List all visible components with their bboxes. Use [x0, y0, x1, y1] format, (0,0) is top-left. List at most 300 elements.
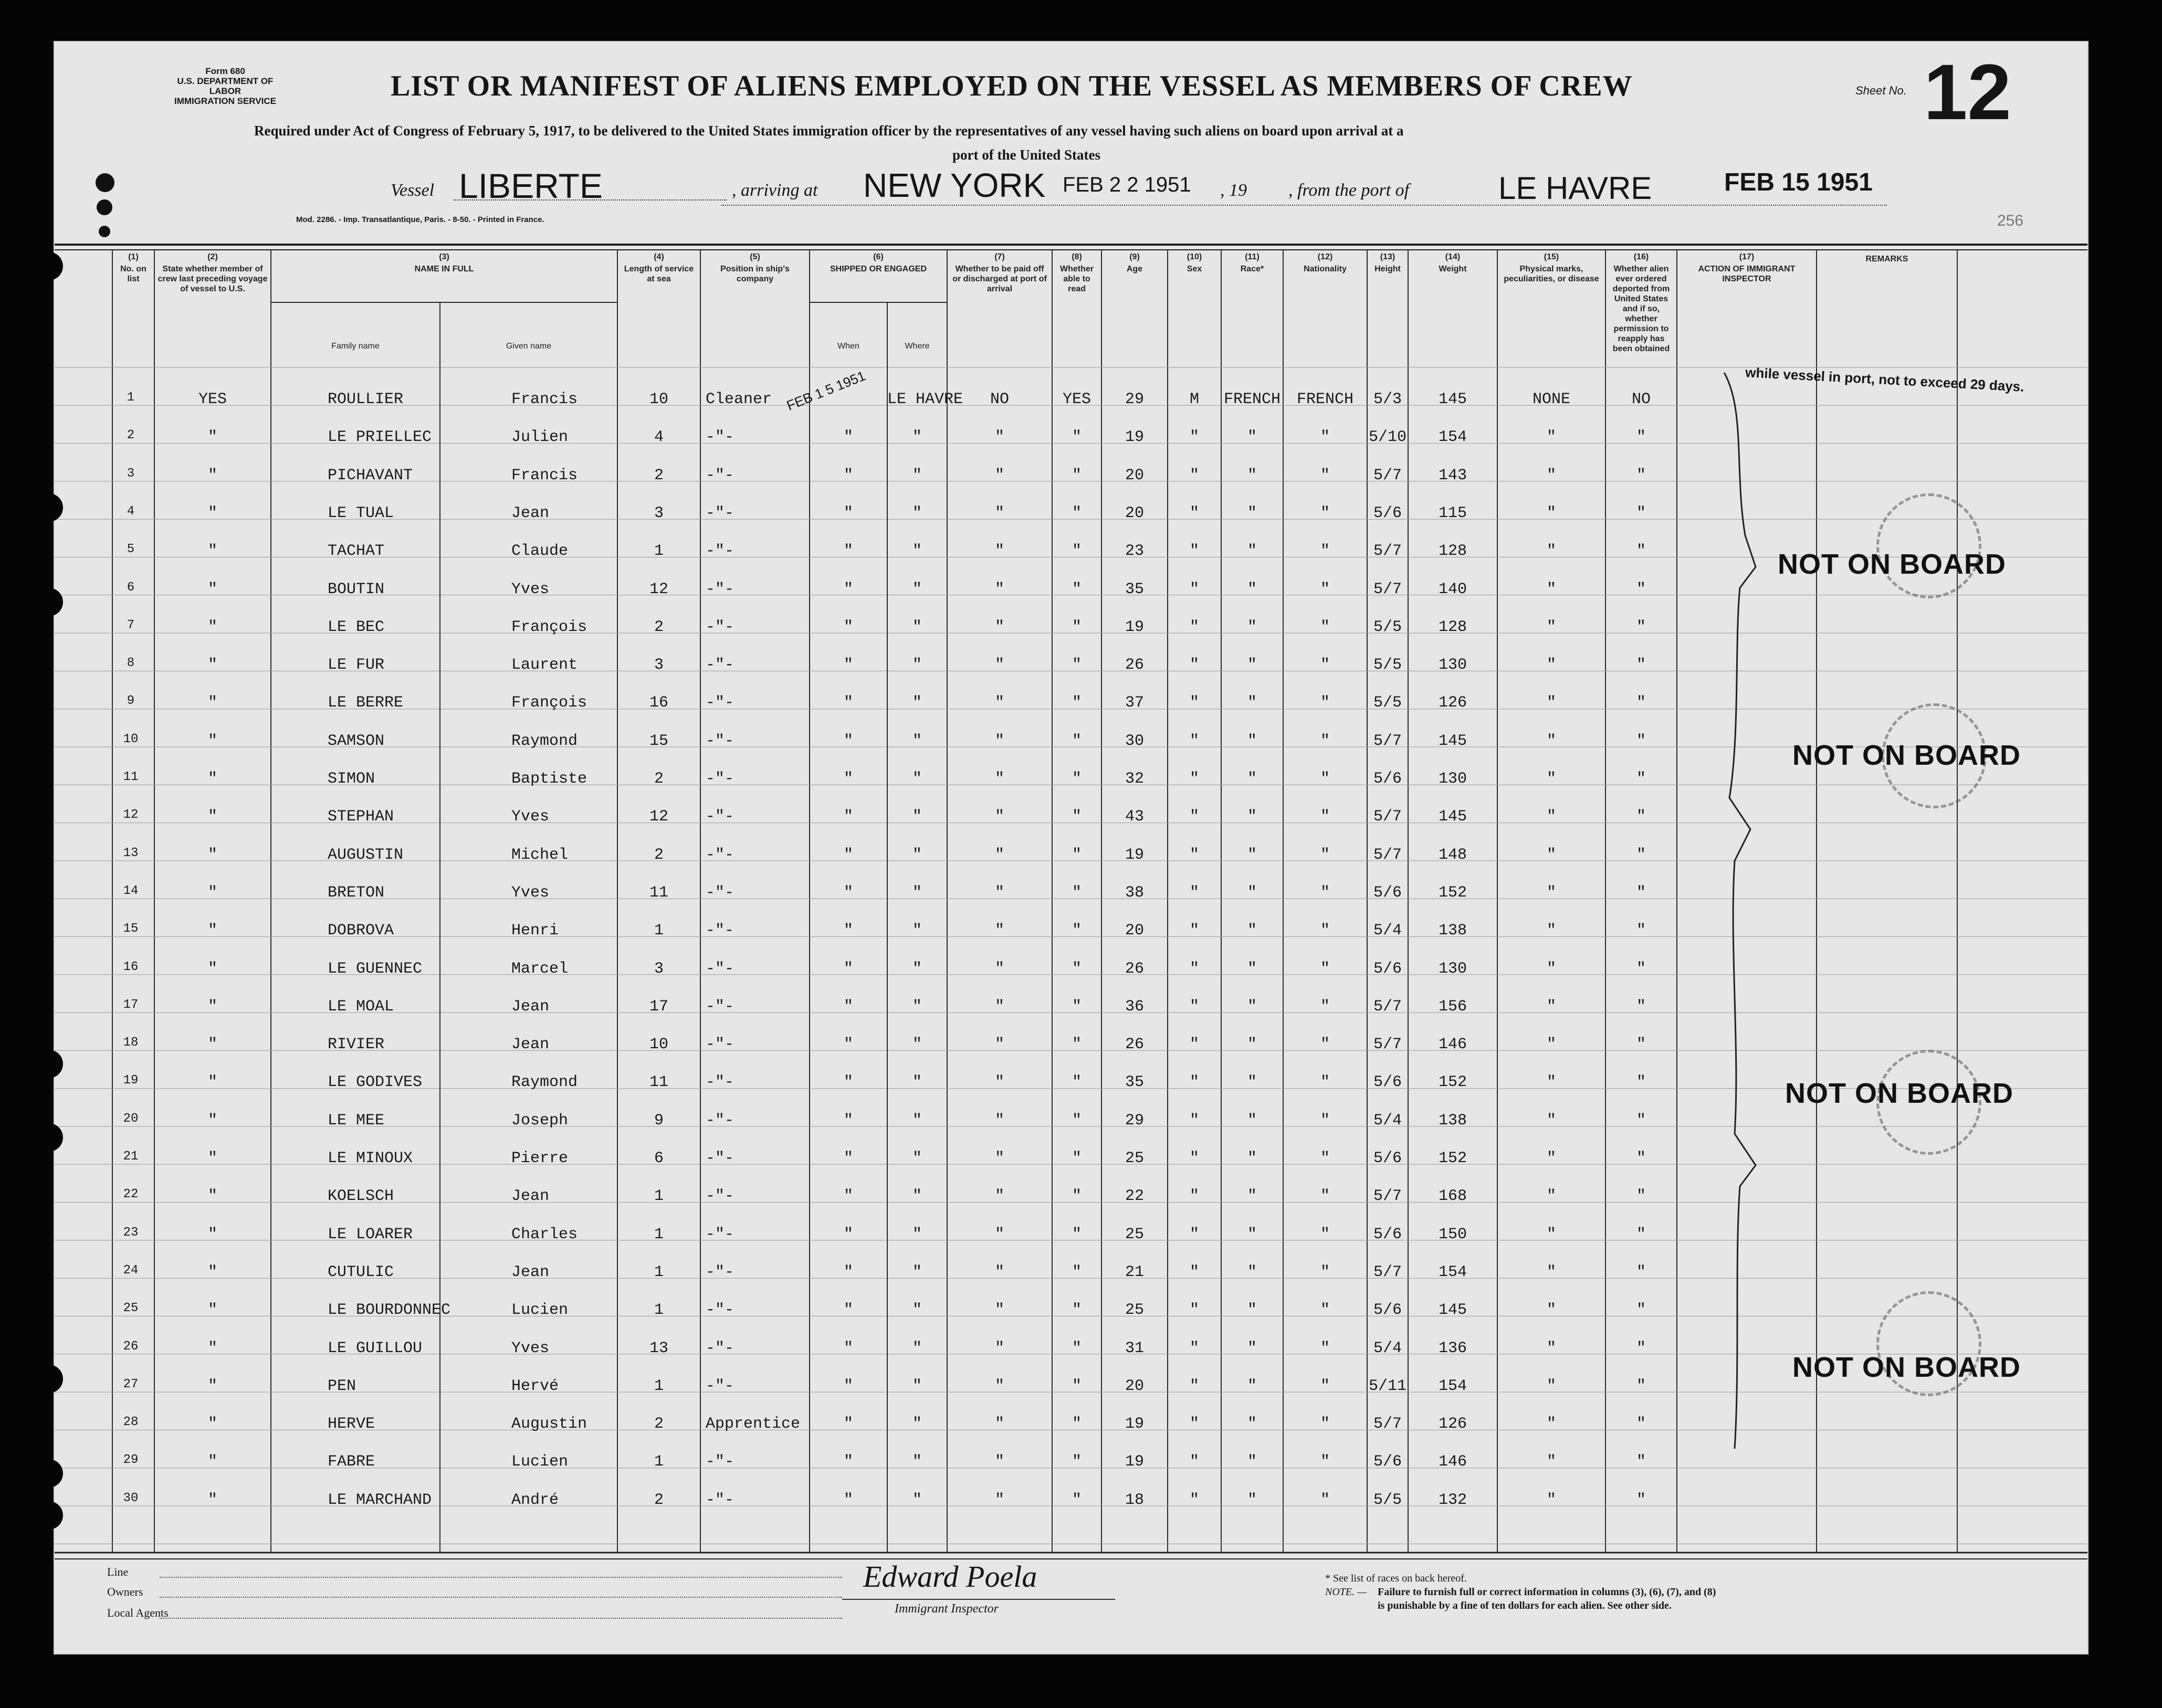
deported-status: "	[1636, 1036, 1646, 1054]
paid-off: "	[994, 997, 1004, 1016]
family-name: ROULLIER	[328, 391, 404, 408]
weight: 145	[1438, 391, 1467, 408]
age: 29	[1125, 391, 1144, 408]
nationality: "	[1320, 732, 1330, 750]
punch-hole	[35, 1501, 63, 1530]
footer-agents-rule	[160, 1618, 842, 1619]
row-number: 29	[123, 1453, 139, 1468]
paid-off: "	[994, 542, 1004, 561]
age: 19	[1125, 618, 1144, 636]
length-of-service: 9	[654, 1111, 664, 1130]
column-header	[1408, 252, 1497, 276]
length-of-service: 1	[654, 1377, 664, 1395]
height: 5/7	[1373, 1263, 1402, 1281]
shipped-when: "	[843, 580, 853, 598]
column-number: (3)	[439, 252, 449, 261]
column-header	[112, 252, 154, 286]
deported-status: "	[1636, 1111, 1646, 1130]
column-number: (16)	[1633, 252, 1649, 261]
weight: 130	[1438, 960, 1467, 978]
given-name: Pierre	[511, 1150, 569, 1167]
able-to-read: "	[1072, 656, 1082, 674]
shipped-where: "	[912, 466, 922, 484]
race: "	[1247, 1301, 1257, 1320]
sex: "	[1189, 618, 1199, 636]
crew-member-flag: "	[207, 1301, 217, 1320]
position: -"-	[706, 808, 734, 826]
deported-status: "	[1636, 618, 1646, 636]
crew-member-flag: "	[207, 694, 217, 712]
given-name: Yves	[511, 580, 550, 598]
sex: "	[1189, 997, 1199, 1016]
column-number: (7)	[994, 252, 1005, 261]
form-service: IMMIGRATION SERVICE	[174, 96, 276, 106]
year-label: , 19	[1220, 181, 1247, 200]
physical-marks: "	[1546, 960, 1556, 978]
sex: "	[1189, 1263, 1199, 1281]
nationality: "	[1320, 656, 1330, 674]
row-number: 10	[123, 732, 139, 746]
crew-member-flag: "	[207, 656, 217, 674]
position: -"-	[706, 1263, 734, 1281]
age: 18	[1125, 1491, 1144, 1509]
deported-status: "	[1636, 846, 1646, 864]
crew-member-flag: "	[207, 1415, 217, 1433]
weight: 126	[1438, 1415, 1467, 1433]
shipped-where: "	[912, 883, 922, 902]
shipped-when: "	[843, 997, 853, 1016]
race: "	[1247, 656, 1257, 674]
nationality: "	[1320, 580, 1330, 598]
column-label: Weight	[1439, 265, 1467, 273]
page-stamp: 256	[1997, 212, 2024, 229]
crew-member-flag: "	[207, 428, 217, 447]
age: 23	[1125, 542, 1144, 561]
sex: "	[1189, 770, 1199, 788]
weight: 136	[1438, 1339, 1467, 1357]
row-number: 1	[127, 391, 135, 405]
sex: "	[1189, 542, 1199, 561]
weight: 115	[1438, 504, 1467, 522]
paid-off: "	[994, 466, 1004, 484]
column-subheader: Where	[905, 342, 930, 351]
family-name: LE MOAL	[328, 997, 394, 1016]
arriving-label: , arriving at	[732, 181, 818, 200]
sex: "	[1189, 1073, 1199, 1092]
height: 5/7	[1373, 1187, 1402, 1206]
column-number: (8)	[1072, 252, 1082, 261]
nationality: "	[1320, 1225, 1330, 1243]
race: "	[1247, 1036, 1257, 1054]
weight: 146	[1438, 1453, 1467, 1471]
shipped-where: "	[912, 580, 922, 598]
race: FRENCH	[1223, 391, 1281, 408]
nationality: "	[1320, 1111, 1330, 1130]
physical-marks: "	[1546, 1073, 1556, 1092]
given-name: Yves	[511, 808, 550, 826]
race: "	[1247, 542, 1257, 561]
able-to-read: "	[1072, 883, 1082, 902]
deported-status: NO	[1631, 391, 1651, 408]
shipped-when: "	[843, 656, 853, 674]
column-label: REMARKS	[1865, 255, 1908, 263]
family-name: HERVE	[328, 1415, 375, 1433]
row-number: 25	[123, 1301, 139, 1316]
crew-member-flag: "	[207, 1073, 217, 1092]
given-name: Michel	[511, 846, 569, 864]
height: 5/5	[1373, 694, 1402, 712]
physical-marks: "	[1546, 1150, 1556, 1167]
column-number: (5)	[750, 252, 760, 261]
manifest-sheet	[54, 41, 2088, 1654]
age: 26	[1125, 960, 1144, 978]
crew-member-flag: "	[207, 1111, 217, 1130]
given-name: Joseph	[511, 1111, 569, 1130]
column-label: NAME IN FULL	[414, 265, 474, 273]
shipped-when: "	[843, 846, 853, 864]
row-number: 3	[127, 466, 135, 481]
position: -"-	[706, 883, 734, 902]
length-of-service: 11	[649, 883, 668, 902]
deported-status: "	[1636, 694, 1646, 712]
column-subheader: When	[837, 342, 859, 351]
weight: 140	[1438, 580, 1467, 598]
crew-member-flag: "	[207, 1036, 217, 1054]
sex: "	[1189, 1415, 1199, 1433]
height: 5/4	[1373, 1339, 1402, 1357]
length-of-service: 15	[649, 732, 668, 750]
sex: "	[1189, 846, 1199, 864]
length-of-service: 1	[654, 922, 664, 940]
length-of-service: 1	[654, 1301, 664, 1320]
note-text-2: is punishable by a fine of ten dollars for each alien. See other side.	[1378, 1600, 1672, 1611]
length-of-service: 11	[649, 1073, 668, 1092]
length-of-service: 17	[649, 997, 668, 1016]
shipped-when: "	[843, 1187, 853, 1206]
given-name: Hervé	[511, 1377, 559, 1395]
length-of-service: 1	[654, 1225, 664, 1243]
sex: "	[1189, 466, 1199, 484]
physical-marks: "	[1546, 1187, 1556, 1206]
family-name: STEPHAN	[328, 808, 394, 826]
length-of-service: 6	[654, 1150, 664, 1167]
sex: "	[1189, 428, 1199, 447]
nationality: "	[1320, 922, 1330, 940]
family-name: LE LOARER	[328, 1225, 413, 1243]
form-department: U.S. DEPARTMENT OF LABOR	[177, 76, 274, 96]
nationality: "	[1320, 428, 1330, 447]
family-name: PICHAVANT	[328, 466, 413, 484]
deported-status: "	[1636, 1263, 1646, 1281]
family-name: LE GODIVES	[328, 1073, 423, 1092]
shipped-where: "	[912, 428, 922, 447]
height: 5/7	[1373, 732, 1402, 750]
family-name: RIVIER	[328, 1036, 385, 1054]
form-number: Form 680	[205, 66, 245, 76]
row-number: 13	[123, 846, 139, 860]
crew-member-flag: "	[207, 1453, 217, 1471]
manifest-title: LIST OR MANIFEST OF ALIENS EMPLOYED ON THE VESSEL AS MEMBERS OF CREW	[391, 70, 1633, 102]
column-label: Physical marks, peculiarities, or disease	[1504, 265, 1599, 283]
nationality: "	[1320, 466, 1330, 484]
age: 25	[1125, 1150, 1144, 1167]
weight: 168	[1438, 1187, 1467, 1206]
given-name: Baptiste	[511, 770, 587, 788]
row-number: 11	[123, 770, 139, 784]
given-name: Augustin	[511, 1415, 587, 1433]
weight: 156	[1438, 997, 1467, 1016]
shipped-where: "	[912, 1150, 922, 1167]
given-name: François	[511, 694, 587, 712]
age: 37	[1125, 694, 1144, 712]
row-number: 19	[123, 1073, 139, 1088]
able-to-read: "	[1072, 922, 1082, 940]
column-header	[154, 252, 271, 296]
crew-member-flag: "	[207, 997, 217, 1016]
row-number: 22	[123, 1187, 139, 1202]
sex: "	[1189, 960, 1199, 978]
crew-member-flag: "	[207, 883, 217, 902]
sex: "	[1189, 883, 1199, 902]
sex: "	[1189, 1187, 1199, 1206]
shipped-when: "	[843, 1301, 853, 1320]
race: "	[1247, 580, 1257, 598]
shipped-when: "	[843, 1225, 853, 1243]
race: "	[1247, 846, 1257, 864]
length-of-service: 2	[654, 1491, 664, 1509]
given-name: Yves	[511, 1339, 550, 1357]
shipped-where: "	[912, 1453, 922, 1471]
deported-status: "	[1636, 580, 1646, 598]
column-number: (17)	[1739, 252, 1755, 261]
physical-marks: "	[1546, 808, 1556, 826]
height: 5/6	[1373, 1150, 1402, 1167]
column-label: Height	[1374, 265, 1401, 273]
weight: 145	[1438, 1301, 1467, 1320]
age: 22	[1125, 1187, 1144, 1206]
sex: "	[1189, 732, 1199, 750]
length-of-service: 1	[654, 1453, 664, 1471]
shipped-when: "	[843, 694, 853, 712]
given-name: Henri	[511, 922, 559, 940]
race: "	[1247, 618, 1257, 636]
shipped-where: "	[912, 618, 922, 636]
position: -"-	[706, 846, 734, 864]
length-of-service: 12	[649, 808, 668, 826]
given-name: Lucien	[511, 1301, 569, 1320]
position: -"-	[706, 1073, 734, 1092]
race: "	[1247, 770, 1257, 788]
nationality: "	[1320, 997, 1330, 1016]
paid-off: "	[994, 428, 1004, 447]
deported-status: "	[1636, 504, 1646, 522]
shipped-when: "	[843, 1263, 853, 1281]
column-header	[810, 252, 947, 276]
position: -"-	[706, 1150, 734, 1167]
able-to-read: "	[1072, 960, 1082, 978]
sheet-label: Sheet No.	[1855, 84, 1907, 97]
nationality: "	[1320, 1187, 1330, 1206]
sex: "	[1189, 656, 1199, 674]
sex: "	[1189, 1491, 1199, 1509]
deported-status: "	[1636, 1187, 1646, 1206]
physical-marks: "	[1546, 504, 1556, 522]
shipped-where: "	[912, 1187, 922, 1206]
age: 19	[1125, 846, 1144, 864]
shipped-when: "	[843, 618, 853, 636]
able-to-read: "	[1072, 1377, 1082, 1395]
column-label: Age	[1126, 265, 1143, 273]
race: "	[1247, 1339, 1257, 1357]
column-label: State whether member of crew last preceding voyage of vessel to U.S.	[158, 265, 268, 293]
deported-status: "	[1636, 922, 1646, 940]
inspector-label: Immigrant Inspector	[895, 1602, 999, 1616]
paid-off: "	[994, 618, 1004, 636]
nationality: "	[1320, 1073, 1330, 1092]
physical-marks: NONE	[1532, 391, 1570, 408]
height: 5/7	[1373, 1036, 1402, 1054]
physical-marks: "	[1546, 542, 1556, 561]
age: 43	[1125, 808, 1144, 826]
shipped-where: "	[912, 1263, 922, 1281]
position: -"-	[706, 1453, 734, 1471]
height: 5/7	[1373, 580, 1402, 598]
shipped-where: "	[912, 542, 922, 561]
height: 5/6	[1373, 1453, 1402, 1471]
column-header	[947, 252, 1052, 296]
shipped-where: "	[912, 694, 922, 712]
arrival-date-stamp: FEB 2 2 1951	[1063, 173, 1191, 196]
race: "	[1247, 1111, 1257, 1130]
sex: "	[1189, 922, 1199, 940]
not-on-board-stamp: NOT ON BOARD	[1792, 740, 2021, 771]
physical-marks: "	[1546, 1415, 1556, 1433]
shipped-when: "	[843, 1111, 853, 1130]
paid-off: "	[994, 1377, 1004, 1395]
length-of-service: 3	[654, 656, 664, 674]
given-name: Raymond	[511, 1073, 578, 1092]
able-to-read: "	[1072, 1225, 1082, 1243]
physical-marks: "	[1546, 1225, 1556, 1243]
race: "	[1247, 504, 1257, 522]
nationality: "	[1320, 1301, 1330, 1320]
given-name: Marcel	[511, 960, 569, 978]
family-name: LE FUR	[328, 656, 385, 674]
deported-status: "	[1636, 466, 1646, 484]
shipped-when: "	[843, 808, 853, 826]
shipped-when: "	[843, 504, 853, 522]
nationality: "	[1320, 846, 1330, 864]
sex: "	[1189, 1225, 1199, 1243]
column-header	[271, 252, 617, 276]
column-header	[1817, 252, 1957, 266]
family-name: LE BERRE	[328, 694, 404, 712]
height: 5/3	[1373, 391, 1402, 408]
paid-off: "	[994, 1225, 1004, 1243]
physical-marks: "	[1546, 922, 1556, 940]
given-name: Charles	[511, 1225, 578, 1243]
vessel-label: Vessel	[391, 181, 435, 200]
punch-hole	[35, 1123, 63, 1152]
paid-off: "	[994, 504, 1004, 522]
deported-status: "	[1636, 1339, 1646, 1357]
column-label: Whether able to read	[1060, 265, 1094, 293]
able-to-read: "	[1072, 770, 1082, 788]
race-note: * See list of races on back hereof.	[1325, 1573, 1467, 1584]
row-number: 6	[127, 580, 135, 595]
race: "	[1247, 466, 1257, 484]
paid-off: "	[994, 1036, 1004, 1054]
able-to-read: "	[1072, 846, 1082, 864]
nationality: "	[1320, 883, 1330, 902]
paid-off: "	[994, 1453, 1004, 1471]
column-header	[1221, 252, 1283, 276]
column-subheader: Family name	[331, 342, 380, 351]
column-header	[1283, 252, 1367, 276]
shipped-when: "	[843, 1150, 853, 1167]
age: 32	[1125, 770, 1144, 788]
able-to-read: "	[1072, 694, 1082, 712]
race: "	[1247, 1263, 1257, 1281]
given-name: Raymond	[511, 732, 578, 750]
column-header	[1101, 252, 1168, 276]
family-name: LE MINOUX	[328, 1150, 413, 1167]
family-name: LE BEC	[328, 618, 385, 636]
shipped-where: "	[912, 1073, 922, 1092]
shipped-where: "	[912, 732, 922, 750]
able-to-read: "	[1072, 1415, 1082, 1433]
height: 5/4	[1373, 922, 1402, 940]
family-name: CUTULIC	[328, 1263, 394, 1281]
age: 38	[1125, 883, 1144, 902]
column-number: (2)	[207, 252, 218, 261]
not-on-board-stamp: NOT ON BOARD	[1792, 1352, 2021, 1383]
paid-off: "	[994, 846, 1004, 864]
nationality: "	[1320, 1415, 1330, 1433]
nationality: "	[1320, 1453, 1330, 1471]
deported-status: "	[1636, 997, 1646, 1016]
position: -"-	[706, 922, 734, 940]
weight: 126	[1438, 694, 1467, 712]
given-name: Jean	[511, 504, 550, 522]
deported-status: "	[1636, 542, 1646, 561]
family-name: BOUTIN	[328, 580, 385, 598]
row-number: 7	[127, 618, 135, 632]
position: Cleaner	[706, 391, 772, 408]
able-to-read: "	[1072, 1301, 1082, 1320]
punch-hole	[35, 588, 63, 616]
race: "	[1247, 1453, 1257, 1471]
physical-marks: "	[1546, 1111, 1556, 1130]
column-number: (13)	[1380, 252, 1395, 261]
sex: M	[1189, 391, 1199, 408]
shipped-where: LE HAVRE	[887, 391, 963, 408]
shipped-where: "	[912, 1301, 922, 1320]
age: 19	[1125, 1453, 1144, 1471]
paid-off: "	[994, 694, 1004, 712]
position: -"-	[706, 1111, 734, 1130]
nationality: "	[1320, 618, 1330, 636]
physical-marks: "	[1546, 694, 1556, 712]
sex: "	[1189, 1111, 1199, 1130]
position: -"-	[706, 1377, 734, 1395]
row-number: 20	[123, 1111, 139, 1126]
family-name: SAMSON	[328, 732, 385, 750]
able-to-read: "	[1072, 1111, 1082, 1130]
nationality: "	[1320, 1339, 1330, 1357]
nationality: "	[1320, 542, 1330, 561]
family-name: LE BOURDONNEC	[328, 1301, 451, 1320]
